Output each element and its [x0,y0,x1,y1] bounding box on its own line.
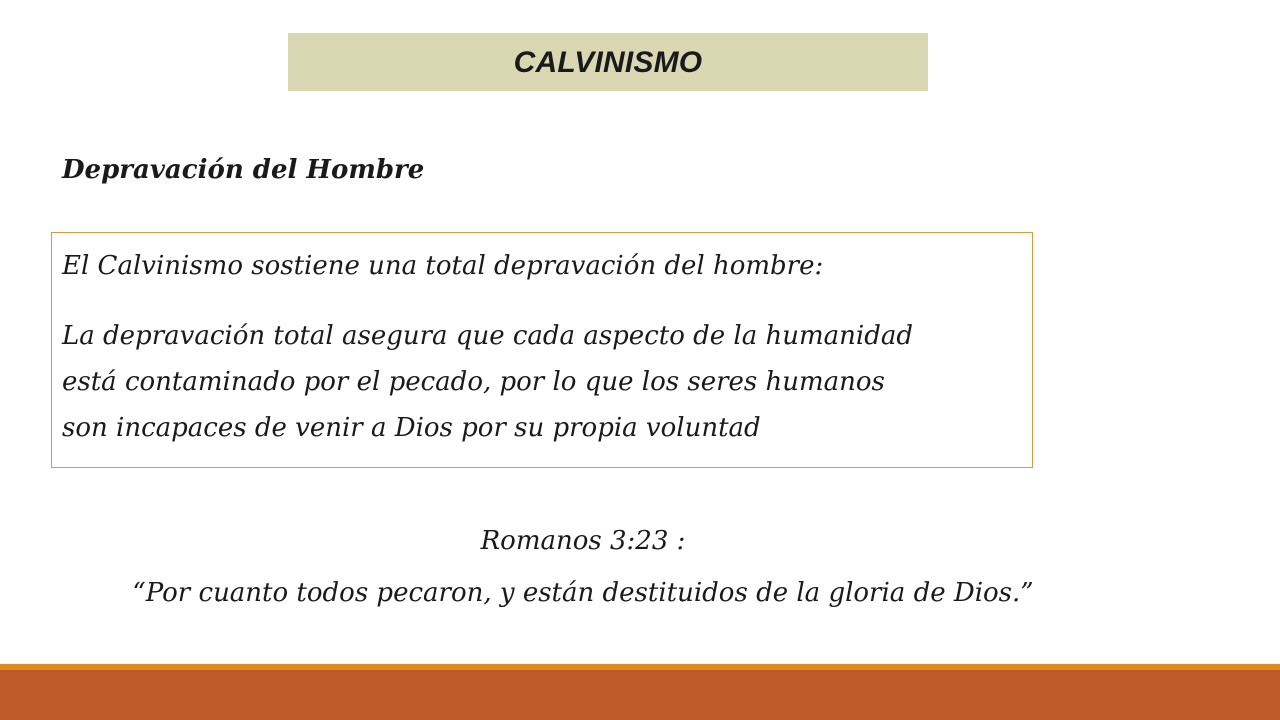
definition-box [51,232,1033,468]
definition-body [62,313,1032,451]
verse-reference: Romanos 3:23 : [480,526,686,556]
definition-line: son incapaces de venir a Dios por su propia voluntad [62,413,761,443]
verse-quote: “Por cuanto todos pecaron, y están destituidos de la gloria de Dios.” [132,578,1034,608]
definition-line: está contaminado por el pecado, por lo que los seres humanos [62,367,885,397]
footer-band [0,670,1280,720]
title-banner [288,33,928,91]
definition-line: La depravación total asegura que cada aspecto de la humanidad [62,321,913,351]
section-heading: Depravación del Hombre [62,155,425,185]
slide-title: CALVINISMO [513,46,703,79]
definition-intro: El Calvinismo sostiene una total depravación del hombre: [62,251,824,281]
